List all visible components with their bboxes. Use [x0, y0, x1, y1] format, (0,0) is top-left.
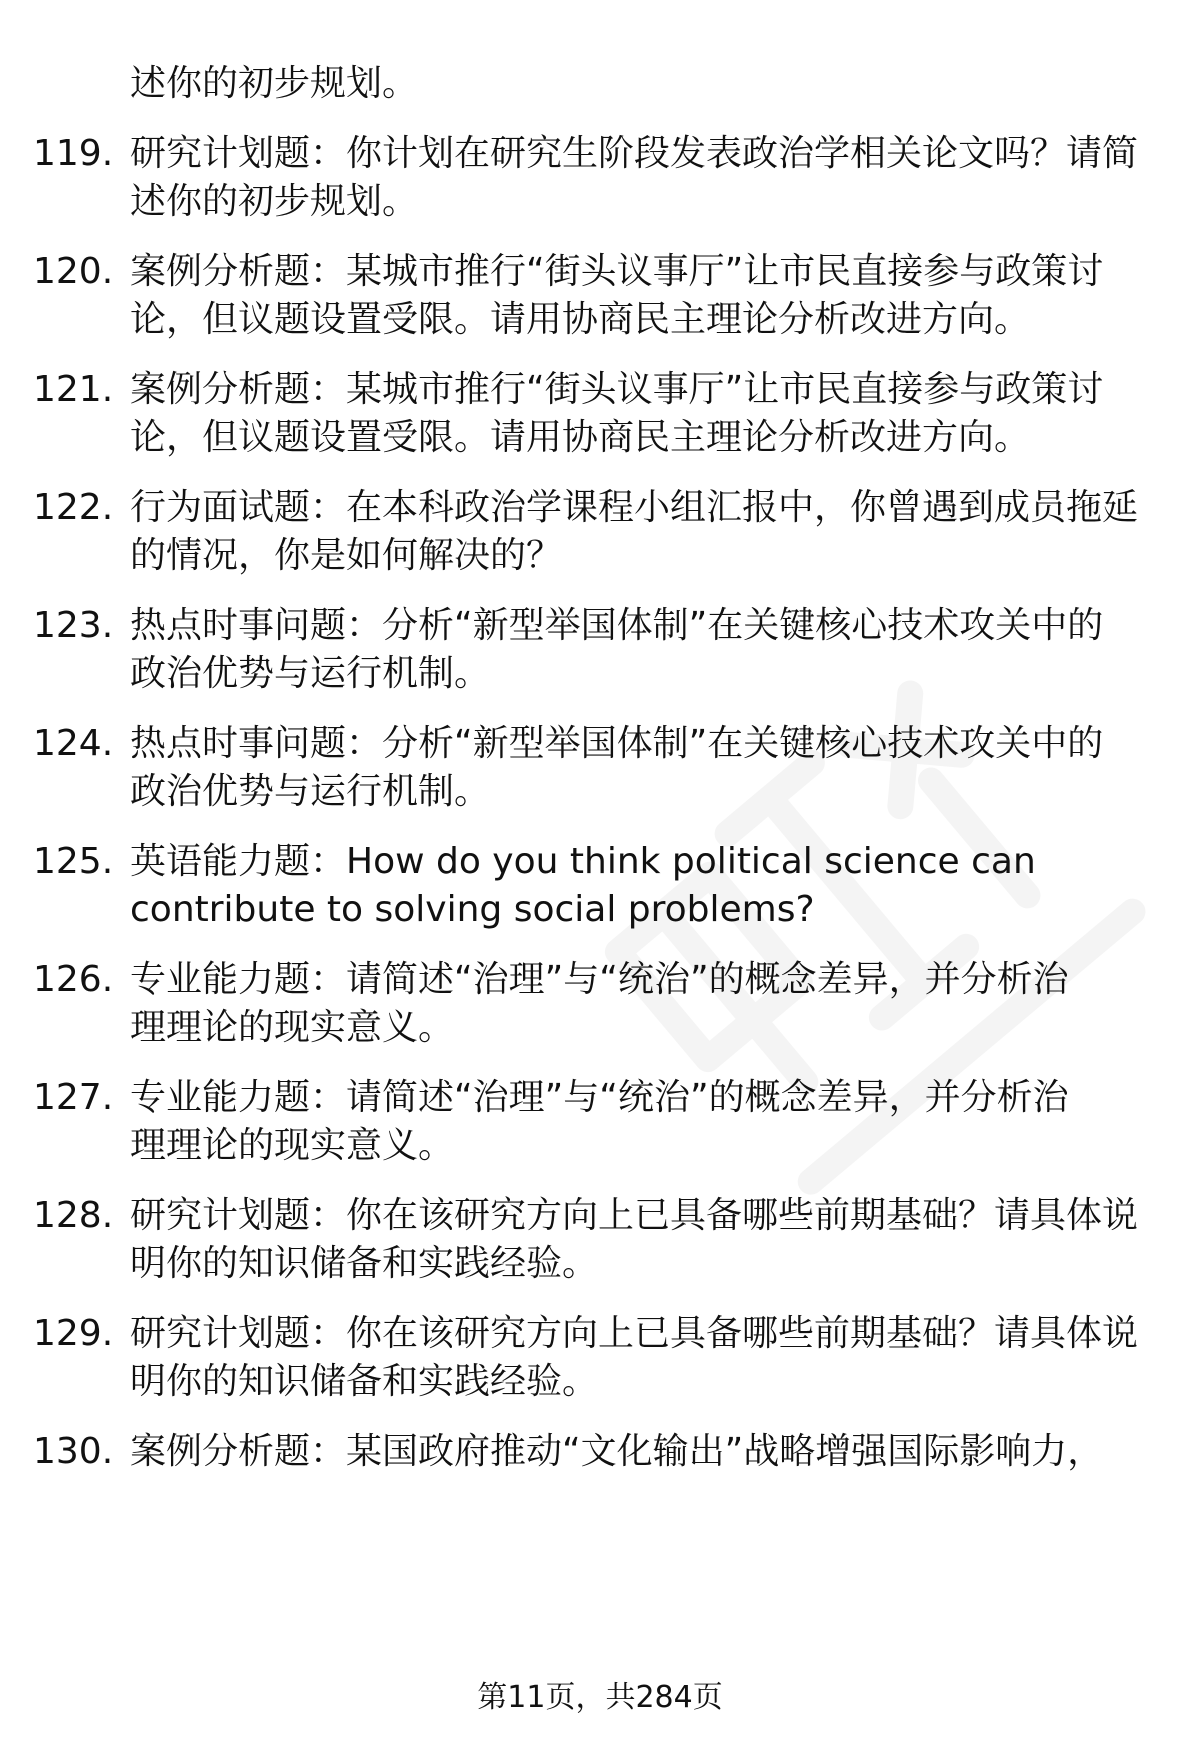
item-number: 122.	[33, 487, 114, 528]
item-number: 127.	[33, 1077, 114, 1118]
item-number: 120.	[33, 251, 114, 292]
item-number: 126.	[33, 959, 114, 1000]
item-text: 行为面试题：在本科政治学课程小组汇报中，你曾遇到成员拖延 的情况，你是如何解决的？	[130, 487, 1139, 576]
item-text: 案例分析题：某城市推行“街头议事厅”让市民直接参与政策讨 论，但议题设置受限。请用协商民主理论分析改进方向。	[130, 251, 1104, 340]
item-text: 专业能力题：请简述“治理”与“统治”的概念差异，并分析治 理理论的现实意义。	[130, 959, 1069, 1048]
continuation-text: 述你的初步规划。	[130, 63, 419, 104]
item-number: 129.	[33, 1313, 114, 1354]
item-text: 研究计划题：你计划在研究生阶段发表政治学相关论文吗？请简 述你的初步规划。	[130, 133, 1139, 222]
item-text: 热点时事问题：分析“新型举国体制”在关键核心技术攻关中的 政治优势与运行机制。	[130, 723, 1104, 812]
item-number: 130.	[33, 1431, 114, 1472]
page-footer: 第11页，共284页	[477, 1680, 723, 1715]
item-number: 119.	[33, 133, 114, 174]
item-number: 128.	[33, 1195, 114, 1236]
item-text: 英语能力题：How do you think political science can contribute to solving social problems?	[130, 841, 1036, 930]
item-text: 研究计划题：你在该研究方向上已具备哪些前期基础？请具体说 明你的知识储备和实践经验。	[130, 1313, 1139, 1402]
item-number: 125.	[33, 841, 114, 882]
item-number: 124.	[33, 723, 114, 764]
item-text: 专业能力题：请简述“治理”与“统治”的概念差异，并分析治 理理论的现实意义。	[130, 1077, 1069, 1166]
item-text: 研究计划题：你在该研究方向上已具备哪些前期基础？请具体说 明你的知识储备和实践经验。	[130, 1195, 1139, 1284]
item-text: 案例分析题：某国政府推动“文化输出”战略增强国际影响力，	[130, 1431, 1104, 1472]
item-text: 案例分析题：某城市推行“街头议事厅”让市民直接参与政策讨 论，但议题设置受限。请用协商民主理论分析改进方向。	[130, 369, 1104, 458]
item-number: 121.	[33, 369, 114, 410]
item-number: 123.	[33, 605, 114, 646]
item-text: 热点时事问题：分析“新型举国体制”在关键核心技术攻关中的 政治优势与运行机制。	[130, 605, 1104, 694]
